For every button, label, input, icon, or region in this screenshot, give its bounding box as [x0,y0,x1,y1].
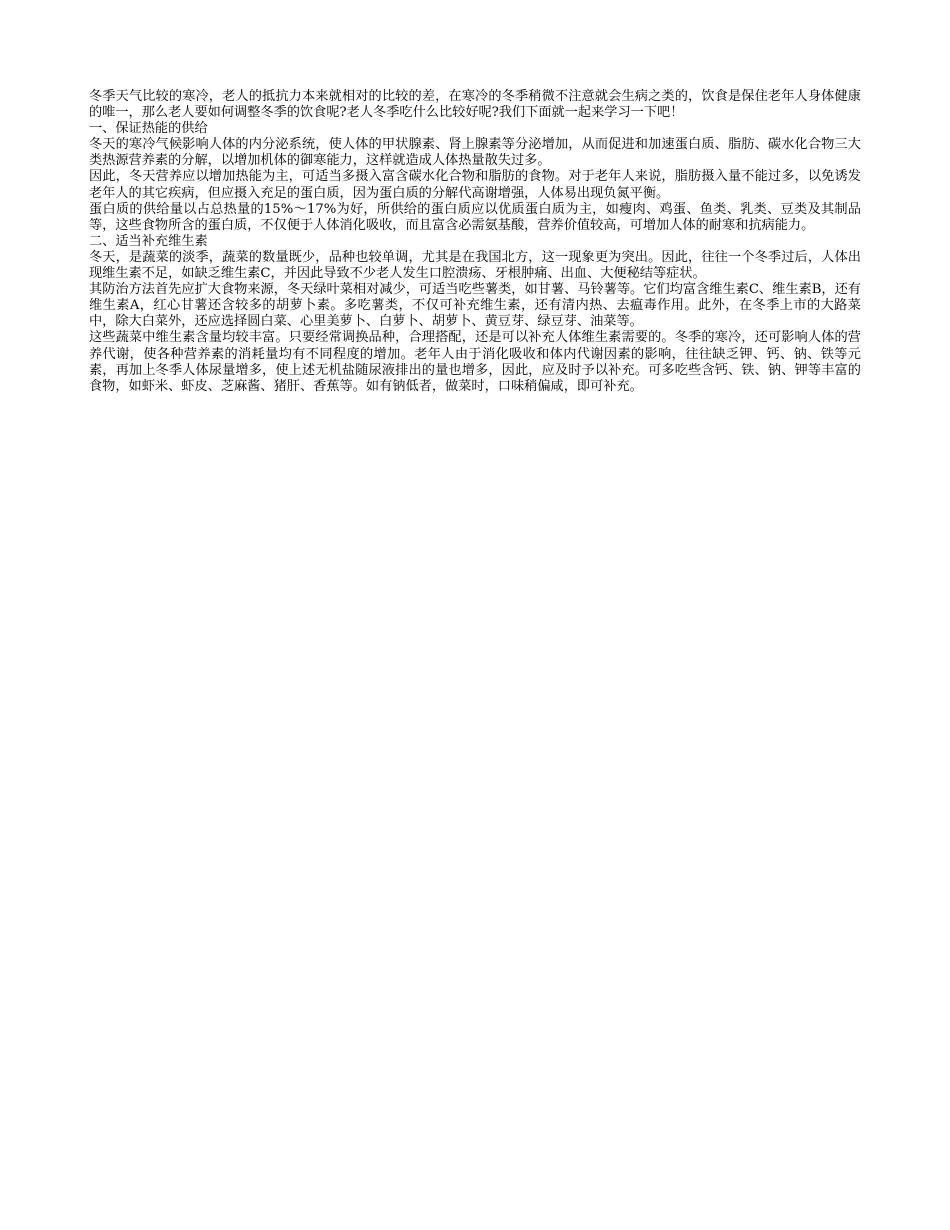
paragraph-winter-vegetables: 冬天，是蔬菜的淡季，蔬菜的数量既少，品种也较单调，尤其是在我国北方，这一现象更为突出。因此，往往一个冬季过后，人体出现维生素不足，如缺乏维生素C，并因此导致不少老人发生口腔溃疡、牙根肿痛、出血、大便秘结等症状。 [89,249,861,282]
intro-paragraph: 冬季天气比较的寒冷，老人的抵抗力本来就相对的比较的差，在寒冷的冬季稍微不注意就会生病之类的，饮食是保住老年人身体健康的唯一，那么老人要如何调整冬季的饮食呢?老人冬季吃什么比较好呢?我们下面就一起来学习一下吧！ [89,89,861,121]
section-heading-heat-energy: 一、保证热能的供给 [89,121,208,137]
section-heading-vitamins: 二、适当补充维生素 [89,233,208,249]
paragraph-protein-supply: 蛋白质的供给量以占总热量的15%～17%为好，所供给的蛋白质应以优质蛋白质为主，如瘦肉、鸡蛋、鱼类、乳类、豆类及其制品等，这些食物所含的蛋白质，不仅便于人体消化吸收，而且富含必需氨基酸，营养价值较高，可增加人体的耐寒和抗病能力。 [89,201,861,233]
paragraph-increase-energy: 因此，冬天营养应以增加热能为主，可适当多摄入富含碳水化合物和脂肪的食物。对于老年人来说，脂肪摄入量不能过多，以免诱发老年人的其它疾病，但应摄入充足的蛋白质，因为蛋白质的分解代高谢增强，人体易出现负氮平衡。 [89,169,861,201]
paragraph-cold-climate: 冬天的寒冷气候影响人体的内分泌系统，使人体的甲状腺素、肾上腺素等分泌增加，从而促进和加速蛋白质、脂肪、碳水化合物三大类热源营养素的分解，以增加机体的御寒能力，这样就造成人体热量散失过多。 [89,137,861,169]
paragraph-prevention-methods: 其防治方法首先应扩大食物来源，冬天绿叶菜相对减少，可适当吃些薯类，如甘薯、马铃薯等。它们均富含维生素C、维生素B，还有维生素A，红心甘薯还含较多的胡萝卜素。多吃薯类，不仅可补充维生素，还有清内热、去瘟毒作用。此外，在冬季上市的大路菜中，除大白菜外，还应选择圆白菜、心里美萝卜、白萝卜、胡萝卜、黄豆芽、绿豆芽、油菜等。 [89,282,861,330]
document-body [89,89,861,395]
paragraph-minerals: 这些蔬菜中维生素含量均较丰富。只要经常调换品种，合理搭配，还是可以补充人体维生素需要的。冬季的寒冷，还可影响人体的营养代谢，使各种营养素的消耗量均有不同程度的增加。老年人由于消化吸收和体内代谢因素的影响，往往缺乏钾、钙、钠、铁等元素，再加上冬季人体尿量增多，使上述无机盐随尿液排出的量也增多，因此，应及时予以补充。可多吃些含钙、铁、钠、钾等丰富的食物，如虾米、虾皮、芝麻酱、猪肝、香蕉等。如有钠低者，做菜时，口味稍偏咸，即可补充。 [89,330,861,394]
